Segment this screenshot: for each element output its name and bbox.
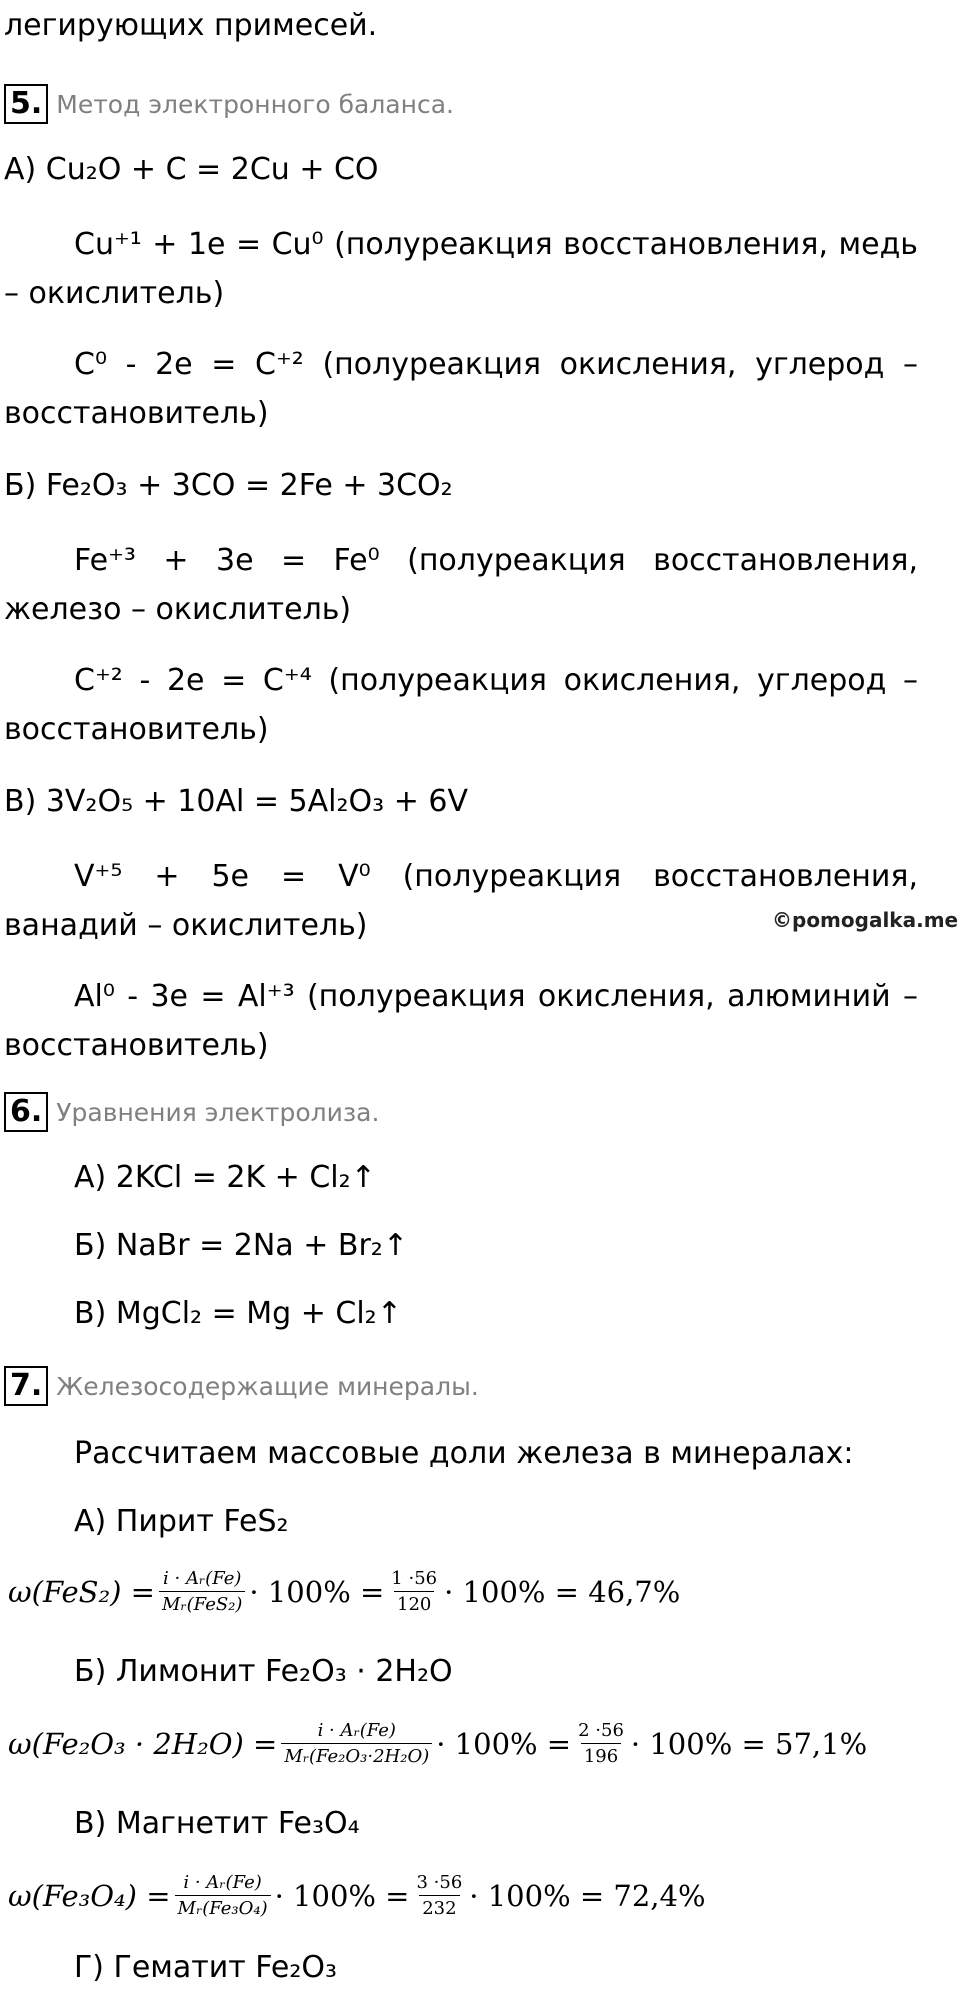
task-7-title: Железосодержащие минералы. [56, 1371, 479, 1401]
mineral-label-limonite: Б) Лимонит Fe₂O₃ · 2H₂O [74, 1654, 453, 1689]
equation-a: А) Cu₂O + C = 2Cu + CO [4, 152, 379, 187]
task-7-number: 7. [4, 1366, 48, 1406]
fraction [281, 1720, 432, 1767]
task-7-header [4, 1366, 479, 1406]
task-5-number: 5. [4, 84, 48, 124]
formula-result: · 100% = 57,1% [630, 1726, 868, 1761]
formula-mid: · 100% = [249, 1574, 385, 1609]
fraction-denominator: 232 [419, 1895, 459, 1919]
formula-mid: · 100% = [436, 1726, 572, 1761]
fraction-numerator: i · Aᵣ(Fe) [183, 1872, 262, 1893]
half-reaction-b2: C⁺² - 2e = C⁺⁴ (полуреакция окисления, углерод – восстановитель) [4, 663, 918, 747]
fraction [413, 1872, 465, 1919]
fraction-denominator: Mᵣ(Fe₃O₄) [175, 1895, 271, 1919]
mineral-label-magnetite: В) Магнетит Fe₃O₄ [74, 1806, 360, 1841]
half-reaction-a1: Cu⁺¹ + 1e = Cu⁰ (полуреакция восстановления, медь – окислитель) [4, 227, 918, 311]
fraction-numerator: 3 ·56 [416, 1872, 463, 1893]
half-reaction-b1: Fe⁺³ + 3e = Fe⁰ (полуреакция восстановления, железо – окислитель) [4, 543, 918, 627]
task-5-header [4, 84, 454, 124]
fraction [159, 1568, 245, 1615]
half-reaction-a2: C⁰ - 2e = C⁺² (полуреакция окисления, углерод – восстановитель) [4, 347, 918, 431]
fraction-denominator: 196 [581, 1743, 621, 1767]
fraction-numerator: i · Aᵣ(Fe) [317, 1720, 396, 1741]
equation-b: Б) Fe₂O₃ + 3CO = 2Fe + 3CO₂ [4, 468, 453, 503]
formula-limonite [8, 1720, 867, 1767]
watermark: ©pomogalka.me [772, 908, 959, 932]
formula-magnetite [8, 1872, 706, 1919]
half-reaction-v2: Al⁰ - 3e = Al⁺³ (полуреакция окисления, алюминий – восстановитель) [4, 979, 918, 1063]
mineral-label-pyrite: А) Пирит FeS₂ [74, 1504, 289, 1539]
fraction-denominator: Mᵣ(FeS₂) [159, 1591, 245, 1615]
formula-lhs: ω(Fe₂O₃ · 2H₂O) = [8, 1726, 278, 1761]
task-6-header [4, 1092, 379, 1132]
fraction-numerator: i · Aᵣ(Fe) [163, 1568, 242, 1589]
fraction [388, 1568, 440, 1615]
fraction-denominator: 120 [394, 1591, 434, 1615]
formula-result: · 100% = 46,7% [444, 1574, 681, 1609]
task-5-title: Метод электронного баланса. [56, 89, 454, 119]
fraction [575, 1720, 627, 1767]
electrolysis-eq-a: А) 2KCl = 2K + Cl₂↑ [74, 1160, 376, 1195]
electrolysis-eq-v: В) MgCl₂ = Mg + Cl₂↑ [74, 1296, 402, 1331]
task-6-title: Уравнения электролиза. [56, 1097, 380, 1127]
formula-pyrite [8, 1568, 680, 1615]
equation-v: В) 3V₂O₅ + 10Al = 5Al₂O₃ + 6V [4, 784, 468, 819]
formula-lhs: ω(Fe₃O₄) = [8, 1878, 171, 1913]
formula-lhs: ω(FeS₂) = [8, 1574, 155, 1609]
task-6-number: 6. [4, 1092, 48, 1132]
half-reaction-v1: V⁺⁵ + 5e = V⁰ (полуреакция восстановления, ванадий – окислитель) [4, 859, 918, 943]
intro-tail: легирующих примесей. [4, 8, 378, 43]
mineral-label-hematite: Г) Гематит Fe₂O₃ [74, 1950, 338, 1985]
electrolysis-eq-b: Б) NaBr = 2Na + Br₂↑ [74, 1228, 408, 1263]
formula-result: · 100% = 72,4% [469, 1878, 706, 1913]
fraction-numerator: 1 ·56 [391, 1568, 438, 1589]
formula-mid: · 100% = [274, 1878, 410, 1913]
fraction [175, 1872, 271, 1919]
fraction-denominator: Mᵣ(Fe₂O₃·2H₂O) [281, 1743, 432, 1767]
fraction-numerator: 2 ·56 [578, 1720, 624, 1741]
task-7-intro: Рассчитаем массовые доли железа в минералах: [74, 1436, 854, 1471]
